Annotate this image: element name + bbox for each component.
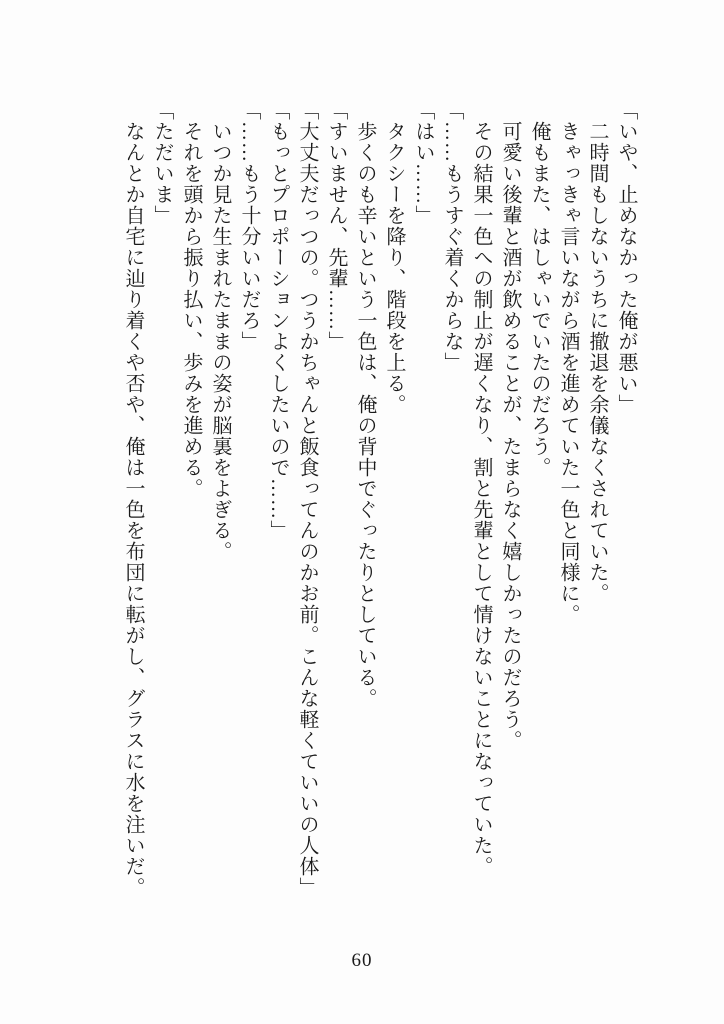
text-line-8: 「はい……」 [412, 100, 434, 226]
text-line-16: それを頭から振り払い、歩みを進める。 [180, 121, 202, 499]
text-line-3: きゃっきゃ言いながら酒を進めていた一色と同様に。 [557, 121, 579, 625]
text-line-14: 「……もう十分いいだろ」 [238, 100, 260, 352]
text-line-17: 「ただいま」 [151, 100, 173, 226]
text-line-5: 可愛い後輩と酒が飲めることが、たまらなく嬉しかったのだろう。 [499, 121, 521, 751]
page-number: 60 [351, 950, 373, 971]
text-line-7: 「……もうすぐ着くからな」 [441, 100, 463, 373]
text-line-4: 俺もまた、はしゃいでいたのだろう。 [528, 121, 550, 478]
text-line-18: なんとか自宅に辿り着くや否や、俺は一色を布団に転がし、グラスに水を注いだ。 [122, 121, 144, 898]
text-line-9: タクシーを降り、階段を上る。 [383, 121, 405, 415]
text-line-13: 「もっとプロポーションよくしたいので……」 [267, 100, 289, 541]
text-line-12: 「大丈夫だっつの。つうかちゃんと飯食ってんのかお前。こんな軽くていいの人体」 [296, 100, 318, 898]
text-line-1: 「いや、止めなかった俺が悪い」 [615, 100, 637, 415]
text-line-2: 二時間もしないうちに撤退を余儀なくされていた。 [586, 121, 608, 604]
vertical-text-block [118, 100, 640, 922]
text-line-10: 歩くのも辛いという一色は、俺の背中でぐったりとしている。 [354, 121, 376, 709]
text-line-15: いつか見た生まれたままの姿が脳裏をよぎる。 [209, 121, 231, 562]
text-line-11: 「すいません、先輩……」 [325, 100, 347, 352]
text-line-6: その結果一色への制止が遅くなり、割と先輩として情けないことになっていた。 [470, 121, 492, 877]
